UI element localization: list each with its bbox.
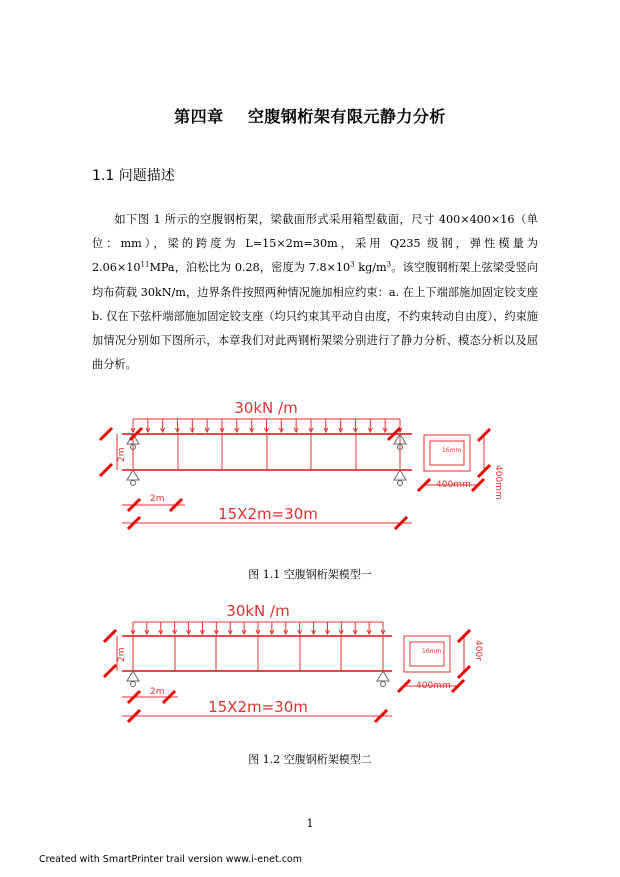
watermark-footer: Created with SmartPrinter trail version www.i-enet.com: [39, 854, 302, 865]
chapter-title: 第四章 空腹钢桁架有限元静力分析: [174, 107, 446, 126]
section-height-label: 400r: [473, 640, 483, 661]
load-label: 30kN /m: [234, 399, 298, 417]
figure-2-caption: 图 1.2 空腹钢桁架模型二: [248, 753, 372, 766]
exponent: 3: [386, 260, 392, 269]
figure-2: [0, 598, 620, 728]
span-label: 15X2m=30m: [208, 698, 308, 716]
load-arrows: [131, 419, 402, 432]
truss-diagram-2: [0, 598, 620, 728]
section-width-label: 400mm: [416, 681, 451, 691]
paragraph-text: MPa，泊松比为 0.28，密度为 7.8×10: [149, 261, 351, 275]
load-arrows: [131, 622, 385, 634]
truss-diagram-1: [0, 395, 620, 545]
thickness-label: 16mm: [442, 447, 462, 454]
panel-label: 2m: [150, 494, 165, 504]
truss-verticals: [133, 636, 383, 671]
section-height-label: 400mm: [493, 465, 503, 500]
height-label: 2m: [117, 447, 127, 462]
panel-label: 2m: [150, 687, 165, 697]
problem-description-paragraph: [92, 208, 538, 377]
paragraph-text: 如下图 1 所示的空腹钢桁架，梁截面形式采用箱型截面，尺寸 400×400×16（单位：mm），梁的跨度为 L=15×2m=30m，采用 Q235 级钢，弹性模量为 2.06×10: [92, 213, 538, 275]
exponent: 3: [350, 260, 355, 269]
figure-1: [0, 395, 620, 545]
truss-verticals: [133, 434, 400, 470]
paragraph-text: kg/m: [354, 261, 387, 275]
load-label: 30kN /m: [226, 602, 290, 620]
figure-1-caption: 图 1.1 空腹钢桁架模型一: [248, 568, 372, 581]
thickness-label: 16mm: [422, 648, 442, 655]
pin-supports: [127, 671, 389, 687]
page-number: 1: [306, 817, 314, 830]
section-heading: 1.1 问题描述: [92, 168, 175, 184]
height-label: 2m: [117, 647, 127, 662]
paragraph-text: 。该空腹钢桁架上弦梁受竖向均布荷载 30kN/m，边界条件按照两种情况施加相应约束：a. 在上下端部施加固定铰支座 b. 仅在下弦杆端部施加固定铰支座（均只约束其平动自由度，不约束转动自由度），约束施加情况分别如下图所示，本章我们对此两钢桁架梁分别进行了静力分析、模态分析以及屈曲分析。: [92, 261, 538, 372]
span-label: 15X2m=30m: [218, 505, 318, 523]
exponent: 11: [140, 260, 150, 269]
section-width-label: 400mm: [436, 480, 471, 490]
